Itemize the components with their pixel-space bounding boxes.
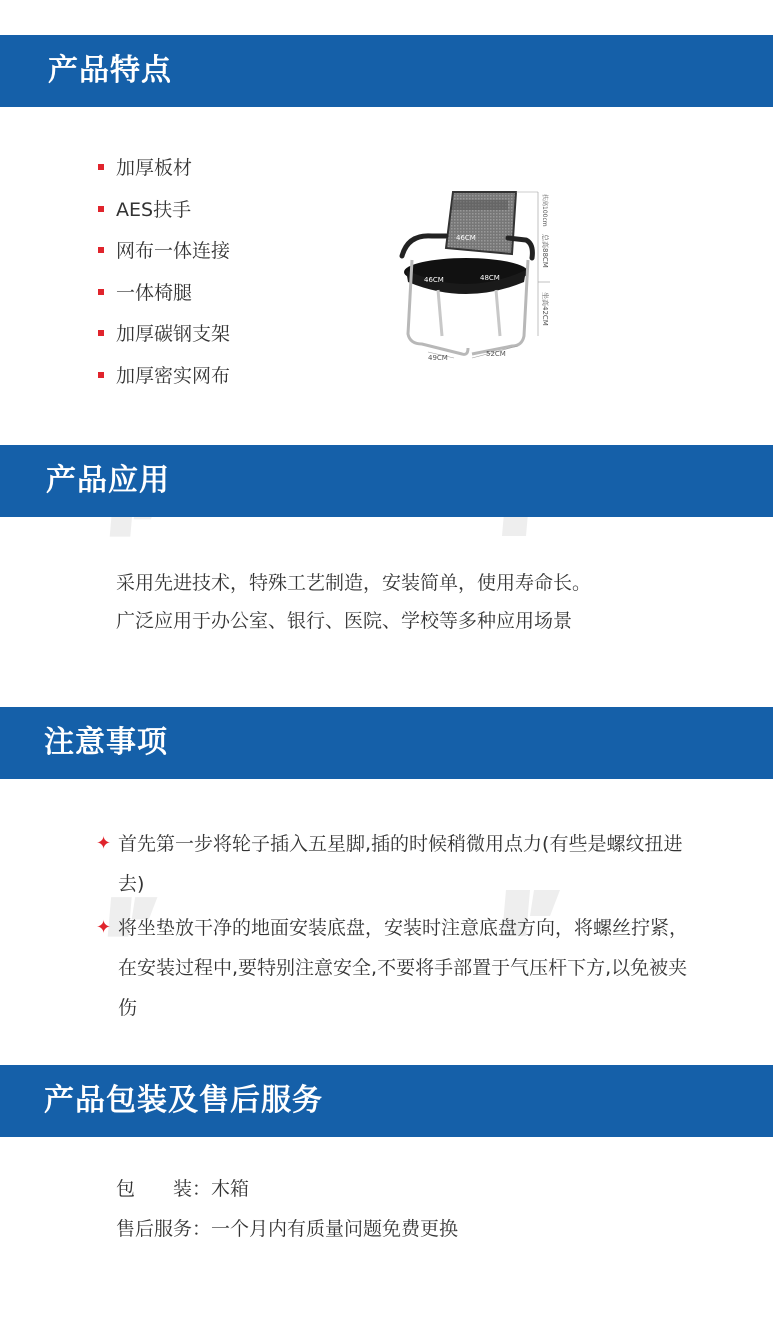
service-value: 一个月内有质量问题免费更换 bbox=[211, 1218, 459, 1240]
note-item: ✦ 首先第一步将轮子插入五星脚,插的时候稍微用点力(有些是螺纹扭进去) bbox=[96, 824, 696, 904]
feature-list bbox=[98, 148, 230, 397]
bullet-icon bbox=[98, 289, 104, 295]
feature-item: 网布一体连接 bbox=[98, 231, 230, 273]
bullet-icon bbox=[98, 247, 104, 253]
dim-base-width: 49CM bbox=[428, 354, 448, 362]
packaging-banner bbox=[0, 1065, 773, 1137]
features-title: 产品特点 bbox=[48, 53, 172, 88]
bullet-icon bbox=[98, 164, 104, 170]
note-item: ✦ 将坐垫放干净的地面安装底盘，安装时注意底盘方向，将螺丝拧紧，在安装过程中,要特别注意安全,不要将手部置于气压杆下方,以免被夹伤 bbox=[96, 908, 696, 1028]
application-title: 产品应用 bbox=[46, 463, 170, 498]
feature-item: 加厚板材 bbox=[98, 148, 230, 190]
star-bullet-icon: ✦ bbox=[96, 917, 112, 938]
dim-back-width: 46CM bbox=[456, 234, 476, 242]
notes-list bbox=[96, 824, 696, 1032]
notes-banner bbox=[0, 707, 773, 779]
application-line-1: 采用先进技术，特殊工艺制造，安装简单，使用寿命长。 bbox=[116, 572, 592, 594]
packaging-value: 木箱 bbox=[211, 1178, 250, 1200]
bullet-icon bbox=[98, 330, 104, 336]
bullet-icon bbox=[98, 206, 104, 212]
application-banner bbox=[0, 445, 773, 517]
feature-item: 一体椅腿 bbox=[98, 273, 230, 315]
feature-item: 加厚碳钢支架 bbox=[98, 314, 230, 356]
service-label: 售后服务： bbox=[116, 1218, 212, 1240]
features-banner bbox=[0, 35, 773, 107]
feature-item: 加厚密实网布 bbox=[98, 356, 230, 398]
dim-seat-depth: 48CM bbox=[480, 274, 500, 282]
dim-base-depth: 52CM bbox=[486, 350, 506, 358]
application-line-2: 广泛应用于办公室、银行、医院、学校等多种应用场景 bbox=[116, 610, 573, 632]
bullet-icon bbox=[98, 372, 104, 378]
feature-item: AES扶手 bbox=[98, 190, 230, 232]
packaging-title: 产品包装及售后服务 bbox=[44, 1083, 323, 1118]
star-bullet-icon: ✦ bbox=[96, 833, 112, 854]
dim-seat-width: 46CM bbox=[424, 276, 444, 284]
dim-seat-height: 坐高42CM bbox=[541, 292, 549, 326]
packaging-row bbox=[116, 1170, 249, 1208]
packaging-label: 包 装： bbox=[116, 1178, 212, 1200]
dim-total-height: 总高88CM bbox=[541, 234, 549, 268]
dim-armrest-height: 扶高100cm bbox=[541, 194, 548, 227]
service-row bbox=[116, 1210, 458, 1248]
notes-title: 注意事项 bbox=[44, 725, 168, 760]
chair-image bbox=[388, 186, 558, 362]
